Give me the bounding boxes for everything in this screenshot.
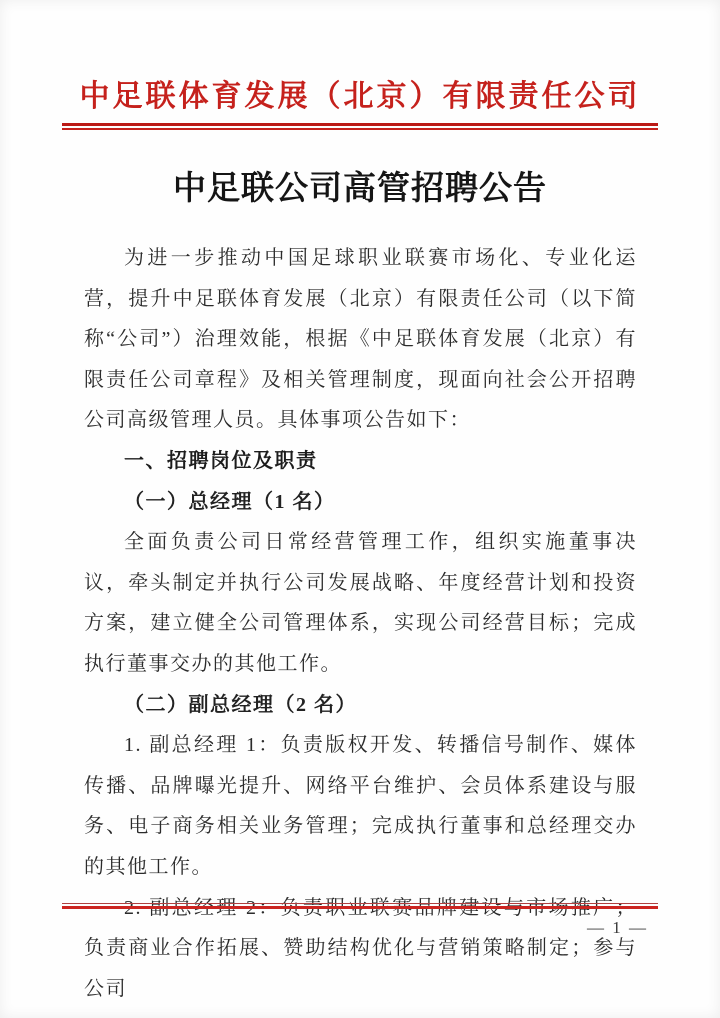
- subsection-heading-general-manager: （一）总经理（1 名）: [124, 490, 336, 513]
- paragraph-deputy-gm-2-duties: 2. 副总经理 2：负责职业联赛品牌建设与市场推广；负责商业合作拓展、赞助结构优化与营销策略制定；参与公司: [84, 896, 637, 1000]
- page-number: — 1 —: [587, 918, 648, 937]
- letterhead-divider-line: [62, 123, 658, 130]
- footer-divider-line: [62, 903, 658, 909]
- subsection-heading-deputy-general-manager: （二）副总经理（2 名）: [124, 693, 357, 716]
- document-title: 中足联公司高管招聘公告: [173, 171, 547, 207]
- document-body: [84, 238, 637, 1009]
- letterhead-company-name: 中足联体育发展（北京）有限责任公司: [79, 80, 641, 113]
- paragraph-deputy-gm-1-duties: 1. 副总经理 1：负责版权开发、转播信号制作、媒体传播、品牌曝光提升、网络平台维护、会员体系建设与服务、电子商务相关业务管理；完成执行董事和总经理交办的其他工作。: [84, 734, 637, 878]
- paragraph-general-manager-duties: 全面负责公司日常经营管理工作，组织实施董事决议，牵头制定并执行公司发展战略、年度经营计划和投资方案，建立健全公司管理体系，实现公司经营目标；完成执行董事交办的其他工作。: [84, 531, 637, 675]
- section-heading-positions: 一、招聘岗位及职责: [124, 449, 318, 472]
- paragraph-intro: 为进一步推动中国足球职业联赛市场化、专业化运营，提升中足联体育发展（北京）有限责任公司（以下简称“公司”）治理效能，根据《中足联体育发展（北京）有限责任公司章程》及相关管理制度，现面向社会公开招聘公司高级管理人员。具体事项公告如下：: [84, 247, 637, 432]
